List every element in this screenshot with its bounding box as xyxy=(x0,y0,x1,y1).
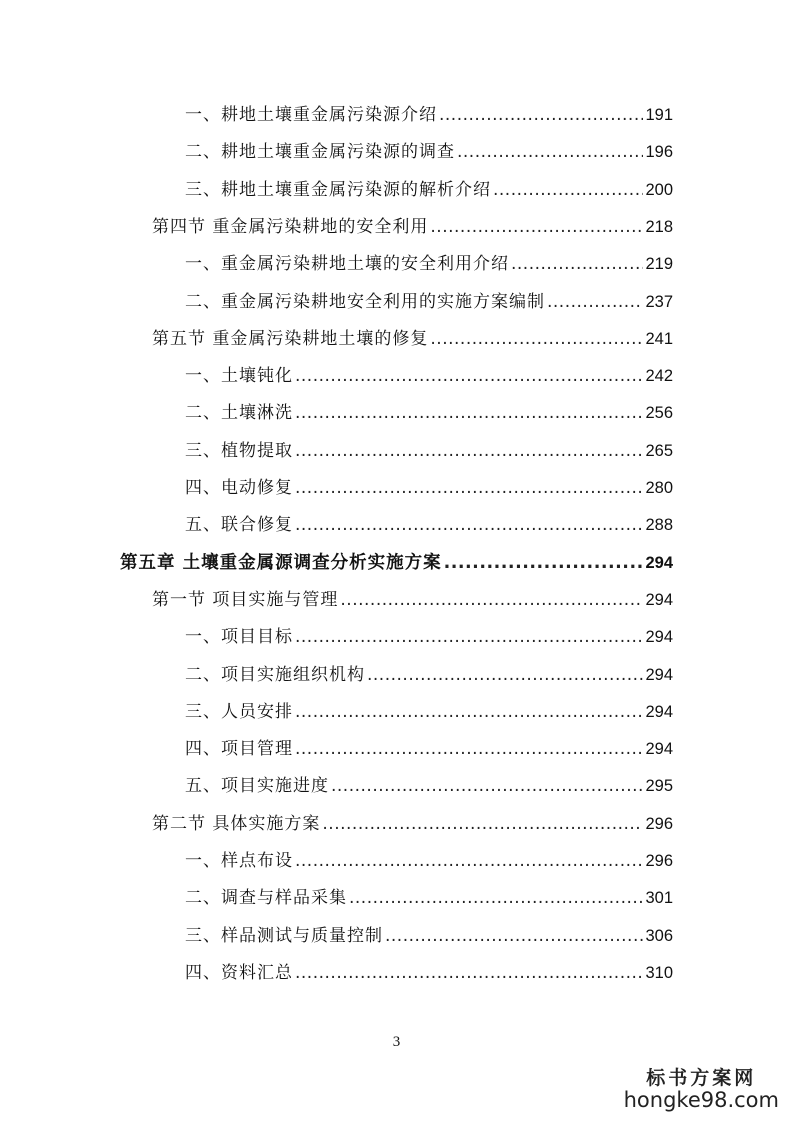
toc-leader-dots xyxy=(322,809,643,839)
toc-item-entry[interactable] xyxy=(185,622,673,652)
toc-entry-page: 296 xyxy=(645,814,673,833)
toc-leader-dots xyxy=(511,249,643,279)
toc-entry-page: 237 xyxy=(645,292,673,311)
toc-item-entry[interactable] xyxy=(185,958,673,988)
watermark-title: 标书方案网 xyxy=(646,1067,757,1089)
toc-entry-page: 265 xyxy=(645,441,673,460)
toc-section-entry[interactable] xyxy=(152,585,673,615)
toc-leader-dots xyxy=(385,921,643,951)
toc-entry-page: 294 xyxy=(645,665,673,684)
watermark-url: hongke98.com xyxy=(623,1088,779,1112)
toc-item-entry[interactable] xyxy=(185,137,673,167)
toc-leader-dots xyxy=(295,697,643,727)
toc-leader-dots xyxy=(295,846,643,876)
toc-item-entry[interactable] xyxy=(185,361,673,391)
toc-entry-page: 280 xyxy=(645,479,673,497)
toc-entry-page: 241 xyxy=(645,329,673,348)
toc-leader-dots xyxy=(430,212,643,242)
toc-leader-dots xyxy=(331,771,643,801)
toc-entry-page: 256 xyxy=(645,404,673,423)
toc-leader-dots xyxy=(295,958,643,988)
toc-entry-title: 四、资料汇总 xyxy=(185,962,293,983)
toc-leader-dots xyxy=(295,436,643,466)
toc-item-entry[interactable] xyxy=(185,100,673,130)
toc-entry-title: 二、重金属污染耕地安全利用的实施方案编制 xyxy=(185,291,545,312)
toc-entry-page: 294 xyxy=(645,740,673,759)
toc-leader-dots xyxy=(349,883,643,913)
toc-entry-title: 一、样点布设 xyxy=(185,851,293,871)
toc-item-entry[interactable] xyxy=(185,287,673,317)
toc-leader-dots xyxy=(493,175,643,205)
toc-entry-title: 四、项目管理 xyxy=(185,739,293,760)
toc-item-entry[interactable] xyxy=(185,473,673,503)
toc-leader-dots xyxy=(295,398,643,428)
toc-entry-title: 一、项目目标 xyxy=(185,627,293,648)
toc-entry-page: 306 xyxy=(645,926,673,945)
toc-item-entry[interactable] xyxy=(185,436,673,466)
toc-entry-title: 第五节 重金属污染耕地土壤的修复 xyxy=(152,328,429,349)
toc-entry-title: 二、项目实施组织机构 xyxy=(185,664,365,685)
toc-leader-dots xyxy=(444,548,644,578)
toc-item-entry[interactable] xyxy=(185,846,673,876)
toc-entry-title: 二、耕地土壤重金属污染源的调查 xyxy=(185,142,455,163)
toc-entry-title: 第四节 重金属污染耕地的安全利用 xyxy=(152,216,429,237)
toc-entry-page: 218 xyxy=(645,217,673,236)
toc-entry-title: 三、耕地土壤重金属污染源的解析介绍 xyxy=(185,179,491,200)
toc-entry-page: 200 xyxy=(645,180,673,199)
toc-entry-page: 294 xyxy=(645,590,673,609)
toc-item-entry[interactable] xyxy=(185,398,673,428)
toc-entry-title: 二、土壤淋洗 xyxy=(185,403,293,424)
watermark-logo xyxy=(624,1063,779,1112)
toc-leader-dots xyxy=(295,622,643,652)
toc-entry-page: 294 xyxy=(645,553,673,572)
toc-entry-title: 一、重金属污染耕地土壤的安全利用介绍 xyxy=(185,254,509,275)
toc-item-entry[interactable] xyxy=(185,660,673,690)
toc-leader-dots xyxy=(295,734,643,764)
toc-item-entry[interactable] xyxy=(185,697,673,727)
toc-entry-title: 第五章 土壤重金属源调查分析实施方案 xyxy=(120,552,442,573)
toc-chapter-entry[interactable] xyxy=(120,548,673,578)
toc-entry-title: 五、联合修复 xyxy=(185,515,293,536)
toc-entry-title: 五、项目实施进度 xyxy=(185,776,329,797)
toc-entry-page: 191 xyxy=(645,106,673,124)
toc-section-entry[interactable] xyxy=(152,212,673,242)
toc-entry-page: 219 xyxy=(645,255,673,274)
toc-entry-title: 第一节 项目实施与管理 xyxy=(152,589,339,610)
toc-entry-title: 三、人员安排 xyxy=(185,701,293,722)
toc-entry-page: 288 xyxy=(645,516,673,535)
toc-leader-dots xyxy=(340,585,643,615)
toc-section-entry[interactable] xyxy=(152,324,673,354)
toc-entry-page: 196 xyxy=(645,143,673,162)
toc-entry-title: 二、调查与样品采集 xyxy=(185,888,347,909)
toc-leader-dots xyxy=(295,361,643,391)
toc-entry-title: 三、植物提取 xyxy=(185,440,293,461)
toc-section-entry[interactable] xyxy=(152,809,673,839)
toc-leader-dots xyxy=(547,287,643,317)
toc-entry-title: 一、土壤钝化 xyxy=(185,366,293,387)
toc-entry-page: 301 xyxy=(645,889,673,908)
toc-entry-title: 第二节 具体实施方案 xyxy=(152,813,321,834)
toc-leader-dots xyxy=(439,100,643,130)
toc-item-entry[interactable] xyxy=(185,921,673,951)
toc-entry-page: 294 xyxy=(645,628,673,647)
toc-leader-dots xyxy=(367,660,643,690)
toc-item-entry[interactable] xyxy=(185,883,673,913)
toc-item-entry[interactable] xyxy=(185,510,673,540)
toc-entry-page: 296 xyxy=(645,852,673,870)
toc-entry-page: 310 xyxy=(645,963,673,982)
toc-item-entry[interactable] xyxy=(185,175,673,205)
toc-entry-page: 242 xyxy=(645,367,673,386)
toc-item-entry[interactable] xyxy=(185,771,673,801)
toc-entry-page: 295 xyxy=(645,777,673,796)
page-number: 3 xyxy=(392,1034,401,1050)
toc-item-entry[interactable] xyxy=(185,734,673,764)
toc-leader-dots xyxy=(295,510,643,540)
toc-item-entry[interactable] xyxy=(185,249,673,279)
toc-entry-title: 一、耕地土壤重金属污染源介绍 xyxy=(185,105,437,125)
toc-entry-title: 三、样品测试与质量控制 xyxy=(185,925,383,946)
toc-leader-dots xyxy=(295,473,643,503)
toc-leader-dots xyxy=(457,137,643,167)
toc-entry-page: 294 xyxy=(645,702,673,721)
toc-entry-title: 四、电动修复 xyxy=(185,478,293,498)
toc-leader-dots xyxy=(430,324,643,354)
